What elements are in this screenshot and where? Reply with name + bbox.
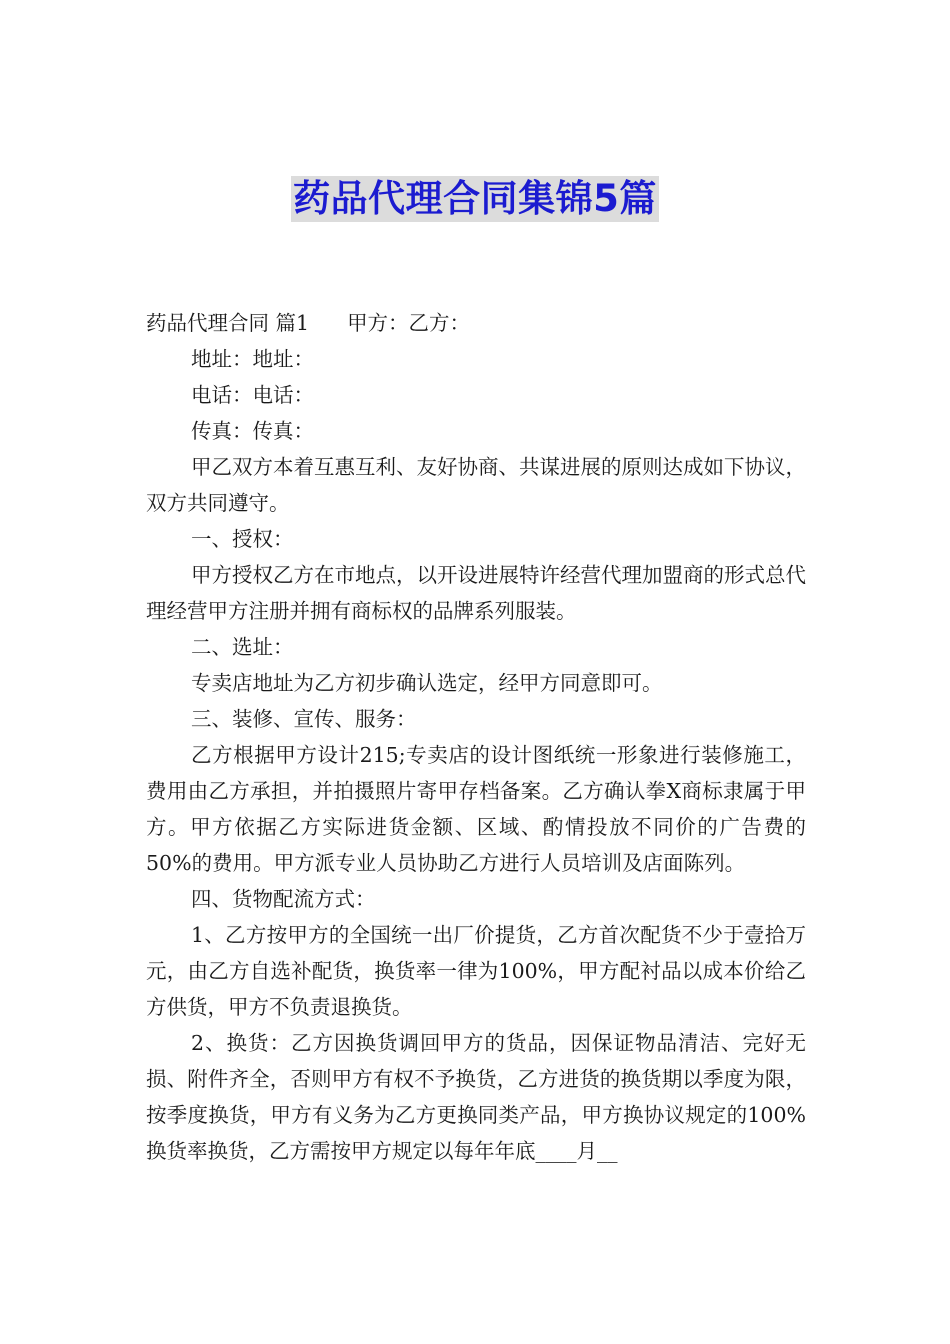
paragraph-preamble: 甲乙双方本着互惠互利、友好协商、共谋进展的原则达成如下协议，双方共同遵守。 (146, 455, 806, 515)
contract-label: 药品代理合同 篇1 (146, 311, 310, 335)
paragraph-site: 专卖店地址为乙方初步确认选定，经甲方同意即可。 (191, 671, 663, 695)
section-heading-distribution: 四、货物配流方式： (191, 887, 376, 911)
section-heading-decoration: 三、装修、宣传、服务： (191, 707, 417, 731)
paragraph-fax: 传真：传真： (191, 419, 314, 443)
paragraph-address: 地址：地址： (191, 347, 314, 371)
paragraph-phone: 电话：电话： (191, 383, 314, 407)
document-title: 药品代理合同集锦5篇 (293, 177, 657, 220)
paragraph-distribution-1: 1、乙方按甲方的全国统一出厂价提货，乙方首次配货不少于壹拾万元，由乙方自选补配货，换货率一律为100%，甲方配衬品以成本价给乙方供货，甲方不负责退换货。 (146, 923, 806, 1019)
contract-heading-line (146, 305, 806, 341)
section-heading-site: 二、选址： (191, 635, 294, 659)
title-container (0, 176, 950, 222)
section-heading-authorization: 一、授权： (191, 527, 294, 551)
parties-label: 甲方：乙方： (347, 311, 471, 335)
document-body (146, 305, 806, 1169)
paragraph-decoration: 乙方根据甲方设计215;专卖店的设计图纸统一形象进行装修施工，费用由乙方承担，并拍摄照片寄甲存档备案。乙方确认拳X商标隶属于甲方。甲方依据乙方实际进货金额、区域、酌情投放不同价的广告费的50%的费用。甲方派专业人员协助乙方进行人员培训及店面陈列。 (146, 743, 806, 875)
paragraph-authorization: 甲方授权乙方在市地点，以开设进展特许经营代理加盟商的形式总代理经营甲方注册并拥有商标权的品牌系列服装。 (146, 563, 806, 623)
paragraph-distribution-2: 2、换货：乙方因换货调回甲方的货品，因保证物品清洁、完好无损、附件齐全，否则甲方有权不予换货，乙方进货的换货期以季度为限，按季度换货，甲方有义务为乙方更换同类产品，甲方换协议规定的100%换货率换货，乙方需按甲方规定以每年年底____月__ (146, 1031, 806, 1163)
